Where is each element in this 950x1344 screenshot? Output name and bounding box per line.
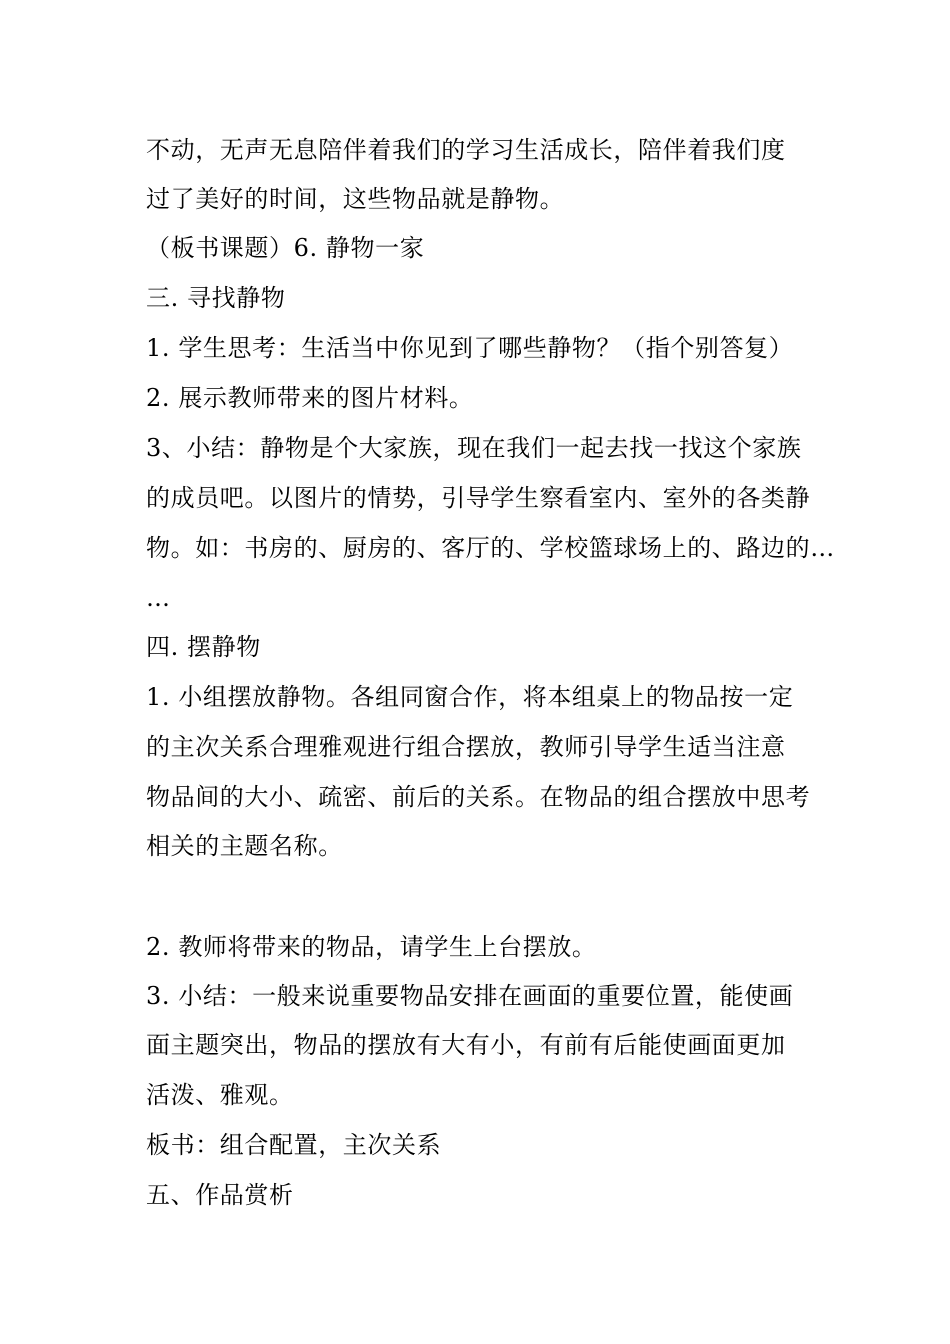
text-line-15: 相关的主题名称。 [146,832,343,860]
text-line-18: 面主题突出，物品的摆放有大有小，有前有后能使画面更加 [146,1031,786,1059]
text-line-1: 不动，无声无息陪伴着我们的学习生活成长，陪伴着我们度 [146,136,786,164]
section-heading-3: 三. 寻找静物 [146,284,286,312]
text-line-10: … [146,584,171,612]
text-line-2: 过了美好的时间，这些物品就是静物。 [146,185,565,213]
text-line-5: 1. 学生思考：生活当中你见到了哪些静物？（指个别答复） [146,334,794,362]
blackboard-note: 板书：组合配置，主次关系 [146,1131,442,1159]
text-line-19: 活泼、雅观。 [146,1081,294,1109]
text-line-13: 的主次关系合理雅观进行组合摆放，教师引导学生适当注意 [146,733,786,761]
text-line-17: 3. 小结：一般来说重要物品安排在画面的重要位置，能使画 [146,982,794,1010]
text-line-14: 物品间的大小、疏密、前后的关系。在物品的组合摆放中思考 [146,783,811,811]
text-line-8: 的成员吧。以图片的情势，引导学生察看室内、室外的各类静 [146,484,811,512]
text-line-7: 3、小结：静物是个大家族，现在我们一起去找一找这个家族 [146,434,802,462]
section-heading-5: 五、作品赏析 [146,1181,294,1209]
text-line-3: （板书课题）6. 静物一家 [146,234,425,262]
text-line-9: 物。如：书房的、厨房的、客厅的、学校篮球场上的、路边的… [146,534,835,562]
text-line-16: 2. 教师将带来的物品，请学生上台摆放。 [146,933,597,961]
section-heading-4: 四. 摆静物 [146,633,261,661]
text-line-12: 1. 小组摆放静物。各组同窗合作，将本组桌上的物品按一定 [146,683,794,711]
text-line-6: 2. 展示教师带来的图片材料。 [146,384,474,412]
